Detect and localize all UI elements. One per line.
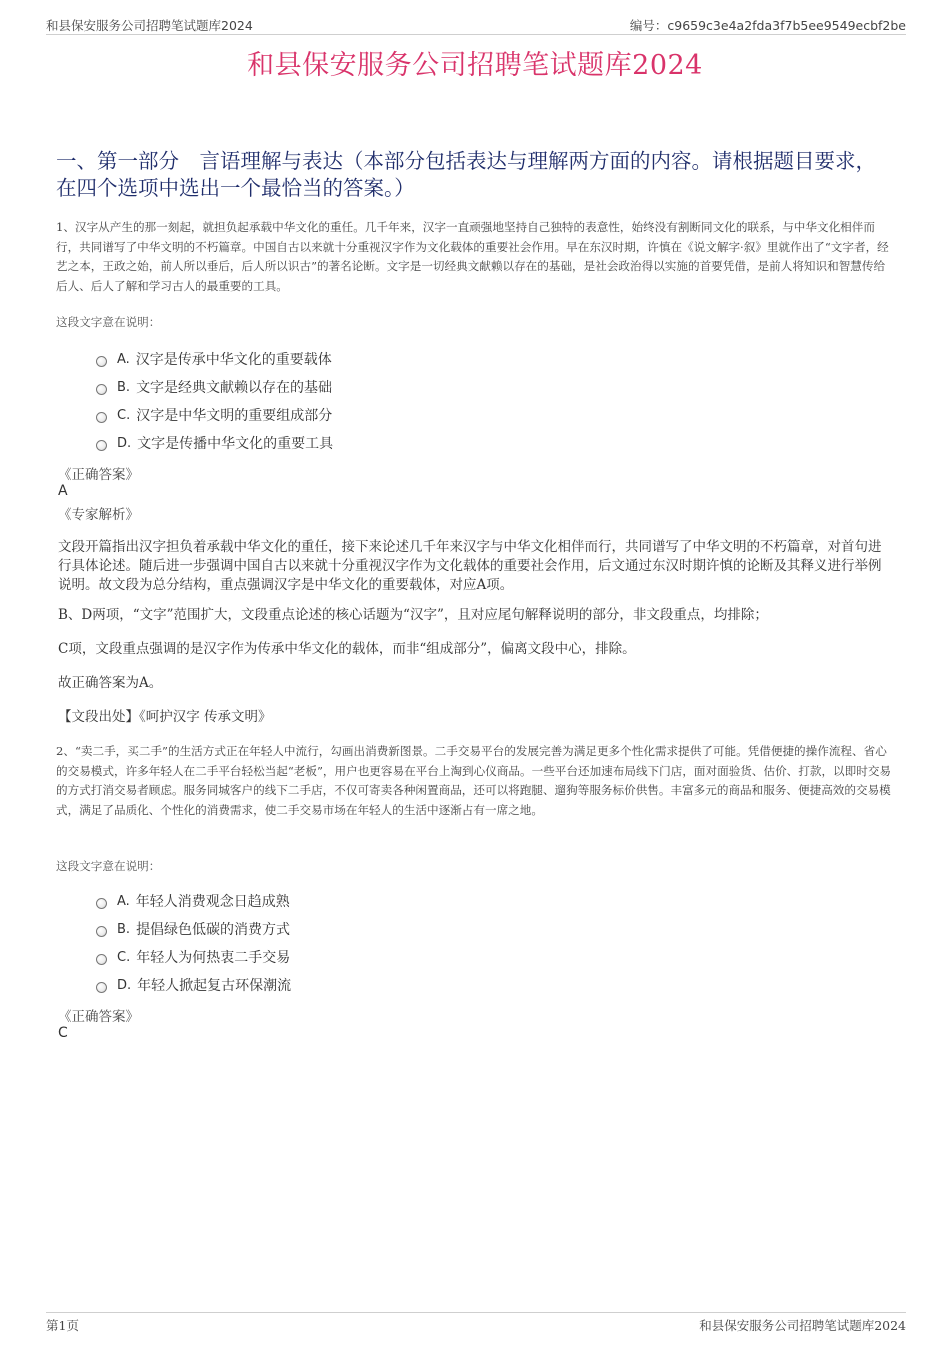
radio-button-icon[interactable] [96,412,107,423]
option-letter: A. [117,351,130,367]
radio-button-icon[interactable] [96,440,107,451]
question-2-option-d[interactable] [96,971,696,999]
header-doc-id: 编号：c9659c3e4a2fda3f7b5ee9549ecbf2be [629,18,906,33]
question-2-option-b[interactable] [96,915,696,943]
question-2-options [96,887,696,999]
question-1-options [96,345,696,457]
question-2-answer-label: 《正确答案》 [58,1009,139,1025]
question-1-source: 【文段出处】《呵护汉字 传承文明》 [58,709,272,725]
question-2-option-a[interactable] [96,887,696,915]
option-letter: C. [117,949,131,965]
question-2-answer: C [58,1025,68,1041]
option-text: 汉字是中华文明的重要组成部分 [136,408,333,424]
footer-doc-name: 和县保安服务公司招聘笔试题库2024 [699,1318,906,1333]
question-1-answer: A [58,483,68,499]
question-1-analysis-paragraph: C项，文段重点强调的是汉字作为传承中华文化的载体，而非“组成部分”，偏离文段中心，排除。 [58,641,636,657]
page-header [46,14,906,35]
option-letter: D. [117,435,132,451]
radio-button-icon[interactable] [96,384,107,395]
option-text: 提倡绿色低碳的消费方式 [136,922,291,938]
question-1-answer-label: 《正确答案》 [58,467,139,483]
option-text: 年轻人为何热衷二手交易 [136,950,291,966]
question-1-analysis-paragraph: 文段开篇指出汉字担负着承载中华文化的重任，接下来论述几千年来汉字与中华文化相伴而行，共同谱写了中华文明的不朽篇章，对首句进行具体论述。随后进一步强调中国自古以来就十分重视汉字作为文化载体的重要社会作用，后文通过东汉时期许慎的论断及其释义进行举例说明。故文段为总分结构，重点强调汉字是中华文化的重要载体，对应A项。 [58,539,882,593]
radio-button-icon[interactable] [96,982,107,993]
option-letter: B. [117,379,131,395]
option-text: 年轻人掀起复古环保潮流 [137,978,292,994]
question-1-analysis-label: 《专家解析》 [58,507,139,523]
option-text: 年轻人消费观念日趋成熟 [135,894,290,910]
option-text: 文字是经典文献赖以存在的基础 [136,380,333,396]
radio-button-icon[interactable] [96,356,107,367]
question-2-option-c[interactable] [96,943,696,971]
question-1-text: 1、汉字从产生的那一刻起，就担负起承载中华文化的重任。几千年来，汉字一直顽强地坚持自己独特的表意性，始终没有割断同文化的联系，与中华文化相伴而行，共同谱写了中华文明的不朽篇章。中国自古以来就十分重视汉字作为文化载体的重要社会作用。早在东汉时期，许慎在《说文解字·叙》里就作出了“文字者，经艺之本，王政之始，前人所以垂后，后人所以识古”的著名论断。文字是一切经典文献赖以存在的基础，是社会政治得以实施的首要凭借，是前人将知识和智慧传给后人、后人了解和学习古人的最重要的工具。 [56,220,889,293]
option-letter: D. [117,977,132,993]
question-1-option-b[interactable] [96,373,696,401]
option-letter: C. [117,407,131,423]
radio-button-icon[interactable] [96,926,107,937]
document-title: 和县保安服务公司招聘笔试题库2024 [247,50,703,81]
question-1-analysis-paragraph: B、D两项，“文字”范围扩大，文段重点论述的核心话题为“汉字”，且对应尾句解释说明的部分，非文段重点，均排除； [58,607,768,623]
option-letter: A. [117,893,130,909]
question-2-prompt: 这段文字意在说明： [56,859,161,873]
header-doc-name: 和县保安服务公司招聘笔试题库2024 [46,18,253,33]
section-heading: 一、第一部分 言语理解与表达（本部分包括表达与理解两方面的内容。请根据题目要求，在四个选项中选出一个最恰当的答案。） [56,149,876,200]
question-2-text: 2、“卖二手，买二手”的生活方式正在年轻人中流行，勾画出消费新图景。二手交易平台的发展完善为满足更多个性化需求提供了可能。凭借便捷的操作流程、省心的交易模式，许多年轻人在二手平台轻松当起“老板”，用户也更容易在平台上淘到心仪商品。一些平台还加速布局线下门店，面对面验货、估价、打款，以即时交易的方式打消交易者顾虑。服务同城客户的线下二手店，不仅可寄卖各种闲置商品，还可以将跑腿、遛狗等服务标价供售。丰富多元的商品和服务、便捷高效的交易模式，满足了品质化、个性化的消费需求，使二手交易市场在年轻人的生活中逐渐占有一席之地。 [56,744,892,817]
question-1-option-a[interactable] [96,345,696,373]
radio-button-icon[interactable] [96,898,107,909]
question-1-analysis-paragraph: 故正确答案为A。 [58,675,163,691]
question-1-prompt: 这段文字意在说明： [56,315,161,329]
question-1-option-c[interactable] [96,401,696,429]
page-number: 第1页 [46,1318,79,1333]
page-footer [46,1312,906,1335]
radio-button-icon[interactable] [96,954,107,965]
option-letter: B. [117,921,131,937]
question-1-option-d[interactable] [96,429,696,457]
option-text: 汉字是传承中华文化的重要载体 [135,352,332,368]
option-text: 文字是传播中华文化的重要工具 [137,436,334,452]
